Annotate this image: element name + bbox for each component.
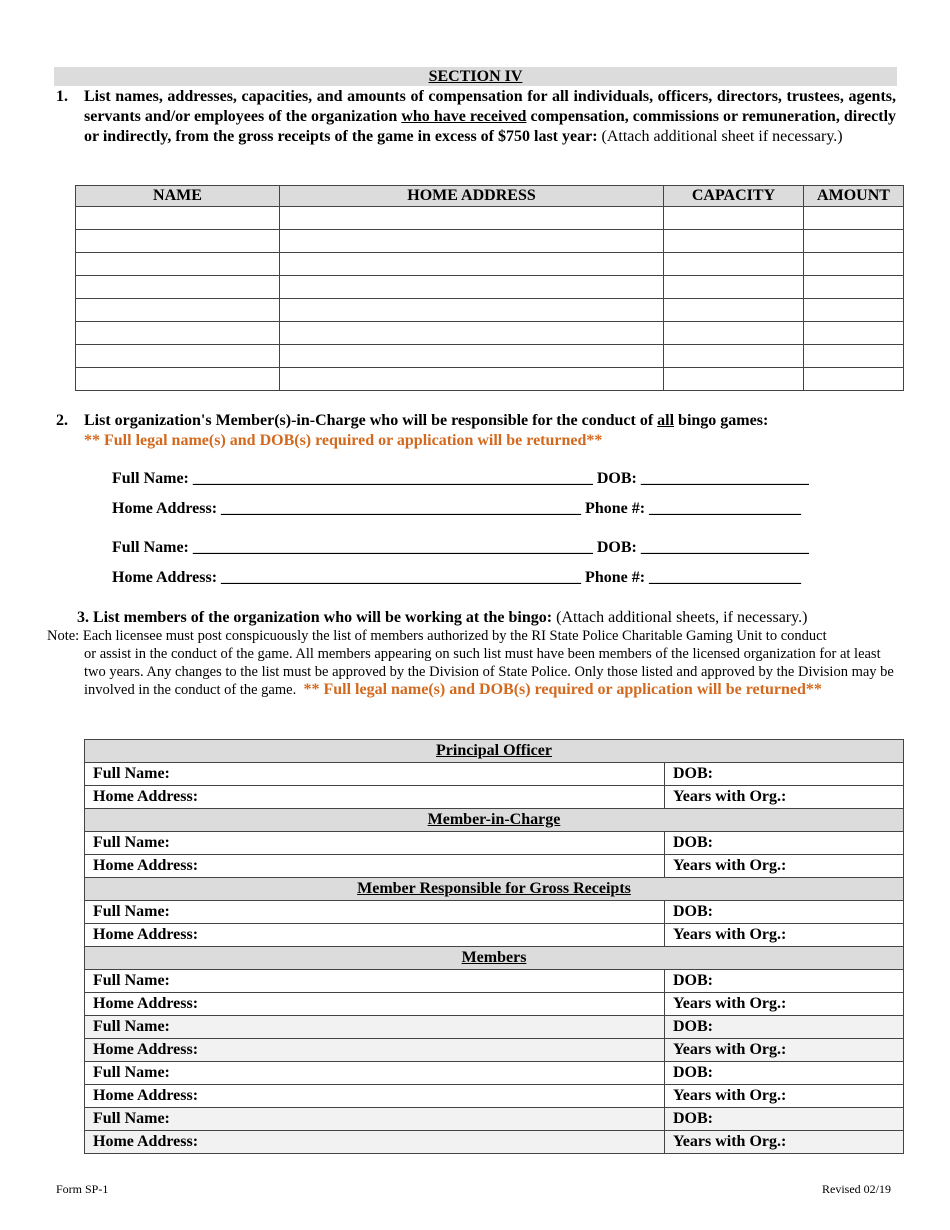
full-name-row bbox=[85, 763, 904, 786]
mic-full-name-line-2[interactable]: Full Name: __________________________________________________ DOB: _____________________ bbox=[112, 539, 809, 556]
amount-cell[interactable] bbox=[804, 299, 904, 322]
mic-full-name-line-1[interactable]: Full Name: __________________________________________________ DOB: _____________________ bbox=[112, 470, 809, 487]
home-address-field[interactable]: Home Address: bbox=[85, 1085, 665, 1108]
compensation-header-row bbox=[76, 186, 904, 207]
full-name-row bbox=[85, 970, 904, 993]
members-section-title: Member-in-Charge bbox=[85, 809, 904, 832]
compensation-row bbox=[76, 230, 904, 253]
question-2-text-a: List organization's Member(s)-in-Charge who will be responsible for the conduct of bbox=[84, 412, 658, 429]
years-with-org-field[interactable]: Years with Org.: bbox=[665, 1039, 904, 1062]
home-address-field[interactable]: Home Address: bbox=[85, 855, 665, 878]
home-address-field[interactable]: Home Address: bbox=[85, 993, 665, 1016]
home-address-field[interactable]: Home Address: bbox=[85, 924, 665, 947]
dob-field[interactable]: DOB: bbox=[665, 763, 904, 786]
years-with-org-field[interactable]: Years with Org.: bbox=[665, 786, 904, 809]
question-2-text-b: bingo games: bbox=[674, 412, 769, 429]
members-section-row bbox=[85, 809, 904, 832]
full-name-field[interactable]: Full Name: bbox=[85, 1108, 665, 1131]
home-address-cell[interactable] bbox=[280, 368, 664, 391]
dob-field[interactable]: DOB: bbox=[665, 970, 904, 993]
amount-cell[interactable] bbox=[804, 368, 904, 391]
full-name-field[interactable]: Full Name: bbox=[85, 901, 665, 924]
home-address-cell[interactable] bbox=[280, 276, 664, 299]
members-section-row bbox=[85, 740, 904, 763]
full-name-field[interactable]: Full Name: bbox=[85, 970, 665, 993]
capacity-cell[interactable] bbox=[664, 207, 804, 230]
compensation-row bbox=[76, 299, 904, 322]
home-address-row bbox=[85, 855, 904, 878]
compensation-row bbox=[76, 322, 904, 345]
home-address-row bbox=[85, 1085, 904, 1108]
full-name-row bbox=[85, 901, 904, 924]
mic-home-address-line-2[interactable]: Home Address: _____________________________________________ Phone #: ___________________ bbox=[112, 569, 802, 586]
home-address-row bbox=[85, 924, 904, 947]
members-table bbox=[84, 739, 904, 1154]
form-number: Form SP-1 bbox=[56, 1182, 109, 1196]
question-2-underlined: all bbox=[657, 412, 675, 429]
name-cell[interactable] bbox=[76, 368, 280, 391]
compensation-row bbox=[76, 253, 904, 276]
members-section-title: Members bbox=[85, 947, 904, 970]
compensation-table bbox=[75, 185, 904, 391]
home-address-cell[interactable] bbox=[280, 207, 664, 230]
amount-cell[interactable] bbox=[804, 253, 904, 276]
amount-cell[interactable] bbox=[804, 207, 904, 230]
question-2 bbox=[56, 411, 916, 451]
members-section-row bbox=[85, 878, 904, 901]
full-name-field[interactable]: Full Name: bbox=[85, 1016, 665, 1039]
years-with-org-field[interactable]: Years with Org.: bbox=[665, 1085, 904, 1108]
question-3 bbox=[56, 608, 916, 628]
question-3-number: 3. bbox=[77, 609, 89, 626]
amount-cell[interactable] bbox=[804, 322, 904, 345]
dob-field[interactable]: DOB: bbox=[665, 1108, 904, 1131]
question-3-text: List members of the organization who will be working at the bingo: bbox=[93, 609, 553, 626]
question-2-number: 2. bbox=[56, 412, 68, 429]
home-address-row bbox=[85, 786, 904, 809]
name-cell[interactable] bbox=[76, 276, 280, 299]
home-address-cell[interactable] bbox=[280, 299, 664, 322]
amount-cell[interactable] bbox=[804, 230, 904, 253]
name-cell[interactable] bbox=[76, 230, 280, 253]
full-name-row bbox=[85, 1108, 904, 1131]
home-address-cell[interactable] bbox=[280, 345, 664, 368]
compensation-row bbox=[76, 368, 904, 391]
members-section-title: Member Responsible for Gross Receipts bbox=[85, 878, 904, 901]
question-1-number: 1. bbox=[56, 88, 68, 105]
amount-cell[interactable] bbox=[804, 276, 904, 299]
mic-home-address-line-1[interactable]: Home Address: _____________________________________________ Phone #: ___________________ bbox=[112, 500, 802, 517]
section-title: SECTION IV bbox=[54, 67, 897, 86]
note-paragraph bbox=[47, 627, 895, 699]
name-cell[interactable] bbox=[76, 207, 280, 230]
home-address-cell[interactable] bbox=[280, 253, 664, 276]
header-capacity: CAPACITY bbox=[664, 186, 804, 207]
name-cell[interactable] bbox=[76, 322, 280, 345]
name-cell[interactable] bbox=[76, 253, 280, 276]
home-address-row bbox=[85, 1131, 904, 1154]
question-1-text-b: compensation, commissions or remuneration, directly or indirectly, from the gross receipts of the game in excess of $750 last year: bbox=[84, 108, 897, 145]
full-name-field[interactable]: Full Name: bbox=[85, 1062, 665, 1085]
question-1 bbox=[56, 87, 896, 147]
years-with-org-field[interactable]: Years with Org.: bbox=[665, 924, 904, 947]
question-1-underlined: who have received bbox=[401, 108, 527, 125]
dob-field[interactable]: DOB: bbox=[665, 832, 904, 855]
home-address-cell[interactable] bbox=[280, 322, 664, 345]
compensation-row bbox=[76, 276, 904, 299]
header-home-address: HOME ADDRESS bbox=[280, 186, 664, 207]
name-cell[interactable] bbox=[76, 299, 280, 322]
compensation-row bbox=[76, 207, 904, 230]
years-with-org-field[interactable]: Years with Org.: bbox=[665, 1131, 904, 1154]
full-name-row bbox=[85, 1016, 904, 1039]
revision-date: Revised 02/19 bbox=[822, 1182, 891, 1196]
question-1-text-a: List names, addresses, capacities, and amounts of compensation for all individuals, officers, directors, trustees, agents, servants and/or employees of the organization bbox=[84, 88, 896, 125]
full-name-field[interactable]: Full Name: bbox=[85, 763, 665, 786]
home-address-row bbox=[85, 993, 904, 1016]
header-name: NAME bbox=[76, 186, 280, 207]
note-body: or assist in the conduct of the game. All members appearing on such list must have been members of the licensed organization for at least two years. Any changes to the list must be approved by the Division of State Police. Only those listed and approved by the Division may be involved in the conduct of the game. bbox=[84, 646, 894, 698]
question-3-warning: ** Full legal name(s) and DOB(s) required or application will be returned** bbox=[303, 681, 822, 698]
years-with-org-field[interactable]: Years with Org.: bbox=[665, 993, 904, 1016]
dob-field[interactable]: DOB: bbox=[665, 1062, 904, 1085]
members-section-row bbox=[85, 947, 904, 970]
capacity-cell[interactable] bbox=[664, 345, 804, 368]
home-address-field[interactable]: Home Address: bbox=[85, 1131, 665, 1154]
capacity-cell[interactable] bbox=[664, 322, 804, 345]
home-address-field[interactable]: Home Address: bbox=[85, 1039, 665, 1062]
home-address-cell[interactable] bbox=[280, 230, 664, 253]
full-name-row bbox=[85, 1062, 904, 1085]
home-address-field[interactable]: Home Address: bbox=[85, 786, 665, 809]
question-1-note: (Attach additional sheet if necessary.) bbox=[597, 128, 843, 145]
amount-cell[interactable] bbox=[804, 345, 904, 368]
compensation-row bbox=[76, 345, 904, 368]
capacity-cell[interactable] bbox=[664, 253, 804, 276]
years-with-org-field[interactable]: Years with Org.: bbox=[665, 855, 904, 878]
full-name-field[interactable]: Full Name: bbox=[85, 832, 665, 855]
capacity-cell[interactable] bbox=[664, 276, 804, 299]
header-amount: AMOUNT bbox=[804, 186, 904, 207]
question-2-warning: ** Full legal name(s) and DOB(s) required or application will be returned** bbox=[84, 432, 603, 449]
full-name-row bbox=[85, 832, 904, 855]
dob-field[interactable]: DOB: bbox=[665, 901, 904, 924]
capacity-cell[interactable] bbox=[664, 299, 804, 322]
note-first-line: Note: Each licensee must post conspicuously the list of members authorized by the RI State Police Charitable Gaming Unit to conduct bbox=[47, 628, 827, 644]
members-section-title: Principal Officer bbox=[85, 740, 904, 763]
name-cell[interactable] bbox=[76, 345, 280, 368]
question-3-note: (Attach additional sheets, if necessary.) bbox=[552, 609, 808, 626]
capacity-cell[interactable] bbox=[664, 230, 804, 253]
capacity-cell[interactable] bbox=[664, 368, 804, 391]
home-address-row bbox=[85, 1039, 904, 1062]
dob-field[interactable]: DOB: bbox=[665, 1016, 904, 1039]
